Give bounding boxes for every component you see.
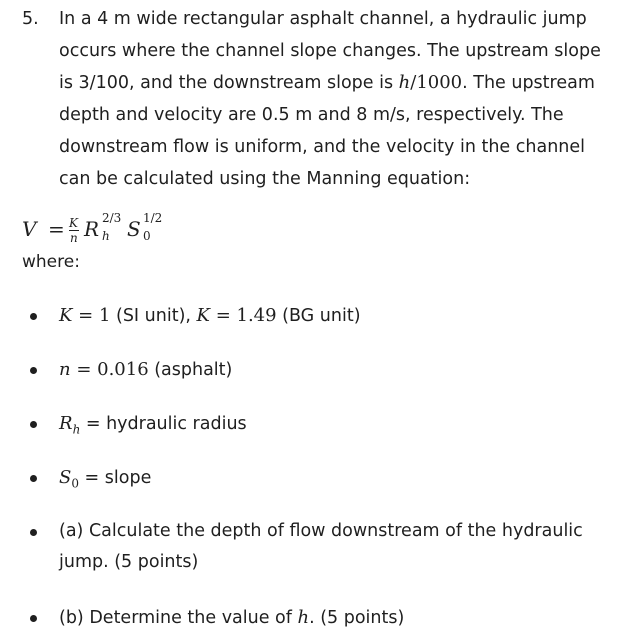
n-value: = 0.016 <box>70 359 149 380</box>
formula-S: S <box>127 217 141 241</box>
formula-R-exponent: 2/3 <box>102 211 122 225</box>
fraction-denominator: n <box>70 231 78 245</box>
k-bg-value: = 1.49 <box>209 305 277 326</box>
formula-equals: = <box>48 217 65 241</box>
k-variable: K <box>59 305 73 326</box>
formula-lhs: V <box>22 217 37 241</box>
k-variable-2: K <box>196 305 210 326</box>
part-a-text: (a) Calculate the depth of flow downstream of the hydraulic jump. (5 points) <box>59 521 583 572</box>
bullet-text <box>59 602 619 634</box>
problem-text-part2: . The upstream depth and velocity are 0.5 m and 8 m/s, respectively. The downstream flow is uniform, and the velocity in the channel can be calculated using the Manning equation: <box>59 73 595 189</box>
slope-denominator: /1000 <box>410 72 463 94</box>
bullet-text <box>59 408 619 446</box>
h-variable: h <box>398 72 411 94</box>
formula-R-subscript: h <box>102 229 110 243</box>
rh-variable: R <box>59 413 73 434</box>
n-variable: n <box>59 359 71 380</box>
bullet-text <box>59 300 619 332</box>
problem-number: 5. <box>22 9 39 29</box>
bullet-dot <box>30 313 37 320</box>
n-description: (asphalt) <box>148 360 233 380</box>
rh-description: = hydraulic radius <box>80 414 247 434</box>
formula-S-subscript: 0 <box>143 229 151 243</box>
bullet-text <box>59 354 619 386</box>
formula-S-exponent: 1/2 <box>143 211 163 225</box>
formula-R: R <box>84 217 100 241</box>
k-si-value: = 1 <box>72 305 111 326</box>
part-b-suffix: . (5 points) <box>309 608 405 628</box>
s0-description: = slope <box>78 468 152 488</box>
problem-text <box>59 4 619 195</box>
bullet-text <box>59 462 619 500</box>
bullet-dot <box>30 615 37 622</box>
part-b-h-variable: h <box>297 607 310 628</box>
k-si-unit: (SI unit), <box>110 306 197 326</box>
bullet-dot <box>30 421 37 428</box>
rh-subscript: h <box>72 422 81 437</box>
where-label: where: <box>22 252 80 272</box>
bullet-dot <box>30 475 37 482</box>
k-bg-unit: (BG unit) <box>276 306 361 326</box>
part-b-prefix: (b) Determine the value of <box>59 608 298 628</box>
problem-text-part1: In a 4 m wide rectangular asphalt channel, a hydraulic jump occurs where the channel slope changes. The upstream slope is 3/100, and the downstream slope is <box>59 9 601 94</box>
bullet-dot <box>30 529 37 536</box>
bullet-dot <box>30 367 37 374</box>
s0-variable: S <box>59 467 72 488</box>
manning-equation <box>22 208 222 248</box>
fraction-numerator: K <box>69 216 78 230</box>
s0-subscript: 0 <box>71 476 79 491</box>
